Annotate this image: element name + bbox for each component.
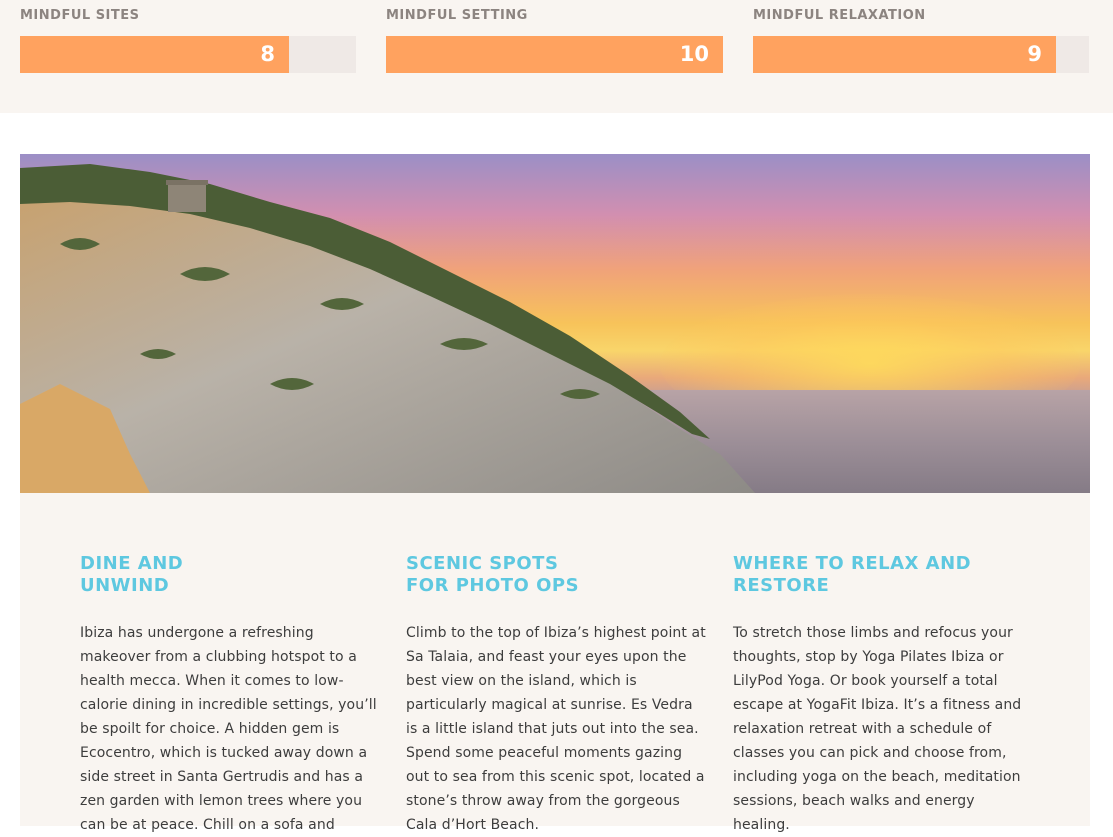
- rating-score: 10: [679, 42, 709, 66]
- section-heading: [80, 553, 380, 597]
- heading-line: SCENIC SPOTS: [406, 553, 559, 574]
- rating-bar-track: [386, 36, 723, 73]
- content-card: [20, 493, 1090, 833]
- heading-line: WHERE TO RELAX AND: [733, 553, 972, 574]
- section-heading: [733, 553, 1033, 597]
- rating-bar-track: [753, 36, 1089, 73]
- section-body: To stretch those limbs and refocus your thoughts, stop by Yoga Pilates Ibiza or LilyPod Yoga. Or book yourself a total escape at YogaFit Ibiza. It’s a fitness and relaxation retreat with a schedule of classes you can pick and choose from, including yoga on the beach, meditation sessions, beach walks and energy healing.: [733, 625, 1022, 833]
- column-relax-and-restore: [733, 553, 1033, 837]
- rating-label: MINDFUL RELAXATION: [753, 8, 926, 23]
- column-dine-and-unwind: [80, 553, 380, 837]
- heading-line: RESTORE: [733, 575, 830, 596]
- section-heading: [406, 553, 706, 597]
- rating-bar-fill: [753, 36, 1056, 73]
- rating-label: MINDFUL SETTING: [386, 8, 528, 23]
- heading-line: DINE AND: [80, 553, 184, 574]
- rating-bar-track: [20, 36, 356, 73]
- rating-bar-fill: [20, 36, 289, 73]
- rating-label: MINDFUL SITES: [20, 8, 140, 23]
- rating-bar-fill: [386, 36, 723, 73]
- heading-line: UNWIND: [80, 575, 170, 596]
- ratings-strip: [0, 0, 1113, 113]
- cliff-illustration: [20, 154, 1090, 493]
- rating-score: 8: [260, 42, 275, 66]
- section-body: Climb to the top of Ibiza’s highest point at Sa Talaia, and feast your eyes upon the best view on the island, which is particularly magical at sunrise. Es Vedra is a little island that juts out into the sea. Spend some peaceful moments gazing out to sea from this scenic spot, located a stone’s throw away from the gorgeous Cala d’Hort Beach.: [406, 625, 706, 833]
- column-scenic-spots: [406, 553, 706, 837]
- hero-image-cliff-sunset: [20, 154, 1090, 493]
- section-body: Ibiza has undergone a refreshing makeover from a clubbing hotspot to a health mecca. When it comes to low-calorie dining in incredible settings, you’ll be spoilt for choice. A hidden gem is Ecocentro, which is tucked away down a side street in Santa Gertrudis and has a zen garden with lemon trees where you can be at peace. Chill on a sofa and: [80, 625, 377, 833]
- rating-score: 9: [1027, 42, 1042, 66]
- heading-line: FOR PHOTO OPS: [406, 575, 580, 596]
